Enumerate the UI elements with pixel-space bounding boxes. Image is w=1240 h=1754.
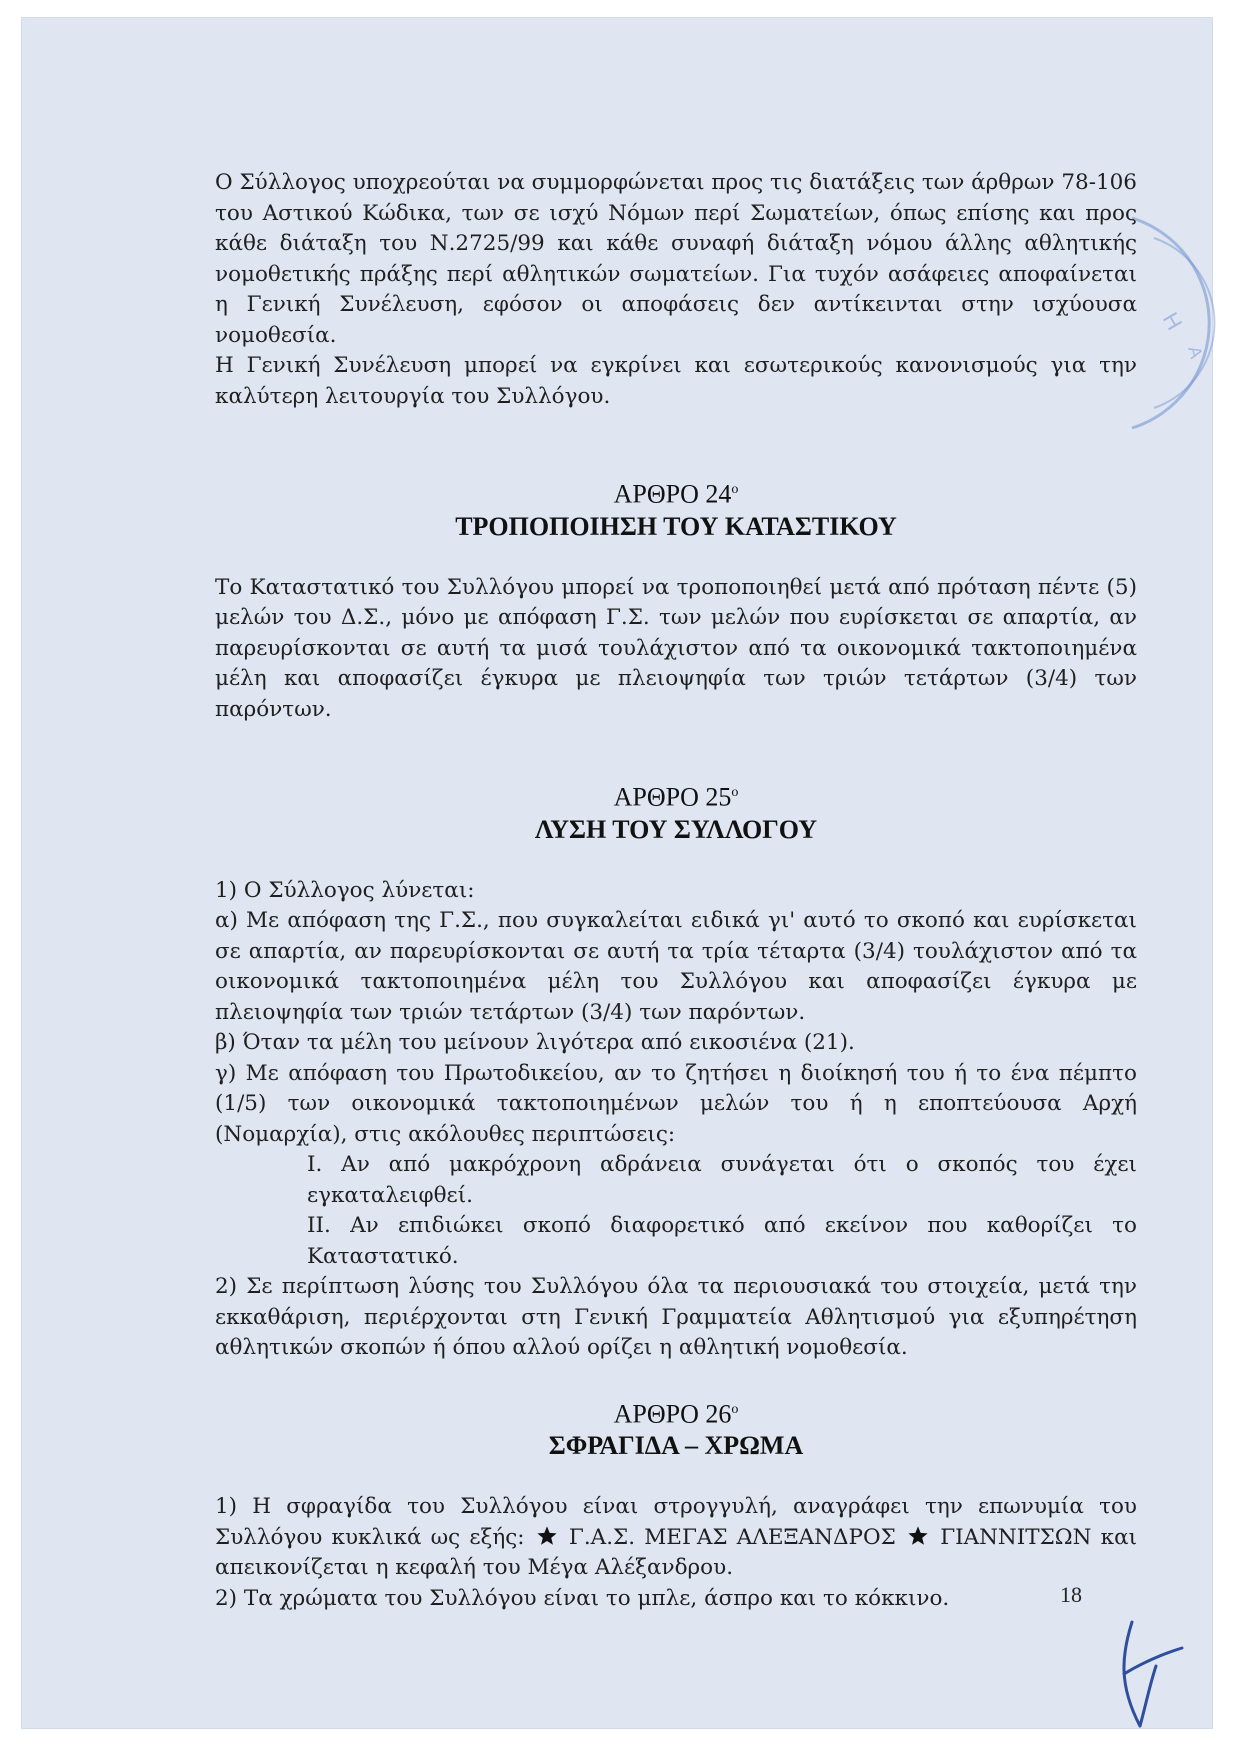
svg-text:H: H	[1157, 308, 1188, 335]
article-25-line-b: β) Όταν τα μέλη του μείνουν λιγότερα από εικοσιένα (21).	[215, 1030, 855, 1056]
article-title: ΣΦΡΑΓΙΔΑ – ΧΡΩΜΑ	[548, 1431, 804, 1461]
document-body	[215, 168, 1137, 1614]
article-number: ΑΡΘΡΟ $24^o$	[613, 479, 739, 509]
signature	[1110, 1614, 1190, 1734]
article-number: ΑΡΘΡΟ $25^o$	[613, 782, 739, 812]
article-25-line-1: 1) Ο Σύλλογος λύνεται:	[215, 877, 475, 903]
document-page	[22, 18, 1212, 1728]
article-25-line-a: α) Με απόφαση της Γ.Σ., που συγκαλείται ειδικά γι' αυτό το σκοπό και ευρίσκεται σε απαρτία, αν παρευρίσκονται σε αυτή τα τρία τέταρτα (3/4) τουλάχιστον από τα οικονομικά τακτοποιημένα μέλη του Συλλόγου και αποφασίζει έγκυρα με πλειοψηφία των τριών τετάρτων (3/4) των παρόντων.	[215, 908, 1137, 1025]
article-25-line-2: 2) Σε περίπτωση λύσης του Συλλόγου όλα τα περιουσιακά του στοιχεία, μετά την εκκαθάριση, περιέρχονται στη Γενική Γραμματεία Αθλητισμού για εξυπηρέτηση αθλητικών σκοπών ή όπου αλλού ορίζει η αθλητική νομοθεσία.	[215, 1274, 1137, 1361]
article-24-text: Το Καταστατικό του Συλλόγου μπορεί να τροποποιηθεί μετά από πρόταση πέντε (5) μελών του Δ.Σ., μόνο με απόφαση Γ.Σ. των μελών που ευρίσκεται σε απαρτία, αν παρευρίσκονται σε αυτή τα μισά τουλάχιστον από τα οικονομικά τακτοποιημένα μέλη και αποφασίζει έγκυρα με πλειοψηφία των τριών τετάρτων (3/4) των παρόντων.	[215, 574, 1137, 722]
article-25-case-2: ΙΙ. Αν επιδιώκει σκοπό διαφορετικό από εκείνον που καθορίζει το Καταστατικό.	[307, 1213, 1137, 1269]
svg-text:A: A	[1184, 343, 1207, 361]
article-26-line-2: 2) Τα χρώματα του Συλλόγου είναι το μπλε, άσπρο και το κόκκινο.	[215, 1585, 950, 1611]
intro-paragraph-rules: Η Γενική Συνέλευση μπορεί να εγκρίνει και εσωτερικούς κανονισμούς για την καλύτερη λειτουργία του Συλλόγου.	[215, 353, 1137, 409]
article-24-heading	[215, 474, 1137, 543]
article-25-case-1: Ι. Αν από μακρόχρονη αδράνεια συνάγεται ότι ο σκοπός του έχει εγκαταλειφθεί.	[307, 1152, 1137, 1208]
intro-paragraph: Ο Σύλλογος υποχρεούται να συμμορφώνεται προς τις διατάξεις των άρθρων 78-106 του Αστικού Κώδικα, των σε ισχύ Νόμων περί Σωματείων, όπως επίσης και προς κάθε διάταξη του Ν.2725/99 και κάθε συναφή διάταξη νόμου άλλης αθλητικής νομοθετικής πράξης περί αθλητικών σωματείων. Για τυχόν ασάφειες αποφαίνεται η Γενική Συνέλευση, εφόσον οι αποφάσεις δεν αντίκεινται στην ισχύουσα νομοθεσία.	[215, 170, 1137, 348]
article-title: ΛΥΣΗ ΤΟΥ ΣΥΛΛΟΓΟΥ	[534, 814, 818, 844]
article-title: ΤΡΟΠΟΠΟΙΗΣΗ ΤΟΥ ΚΑΤΑΣΤΙΚΟΥ	[455, 511, 897, 541]
page-number: 18	[1060, 1582, 1082, 1607]
article-26-heading	[215, 1394, 1137, 1463]
article-26-line-1: 1) Η σφραγίδα του Συλλόγου είναι στρογγυλή, αναγράφει την επωνυμία του Συλλόγου κυκλικά ως εξής: Γ.Α.Σ. ΜΕΓΑΣ ΑΛΕΞΑΝΔΡΟΣ ΓΙΑΝΝΙΤΣΩΝ και απεικονίζεται η κεφαλή του Μέγα Αλέξανδρου.	[215, 1494, 1138, 1581]
article-25-heading	[215, 777, 1137, 846]
star-icon	[907, 1525, 929, 1547]
star-icon	[536, 1525, 558, 1547]
article-number: ΑΡΘΡΟ $26^o$	[613, 1399, 739, 1429]
article-25-line-c: γ) Με απόφαση του Πρωτοδικείου, αν το ζητήσει η διοίκησή του ή το ένα πέμπτο (1/5) των οικονομικά τακτοποιημένων μελών του ή η εποπτεύουσα Αρχή (Νομαρχία), στις ακόλουθες περιπτώσεις:	[215, 1060, 1137, 1147]
